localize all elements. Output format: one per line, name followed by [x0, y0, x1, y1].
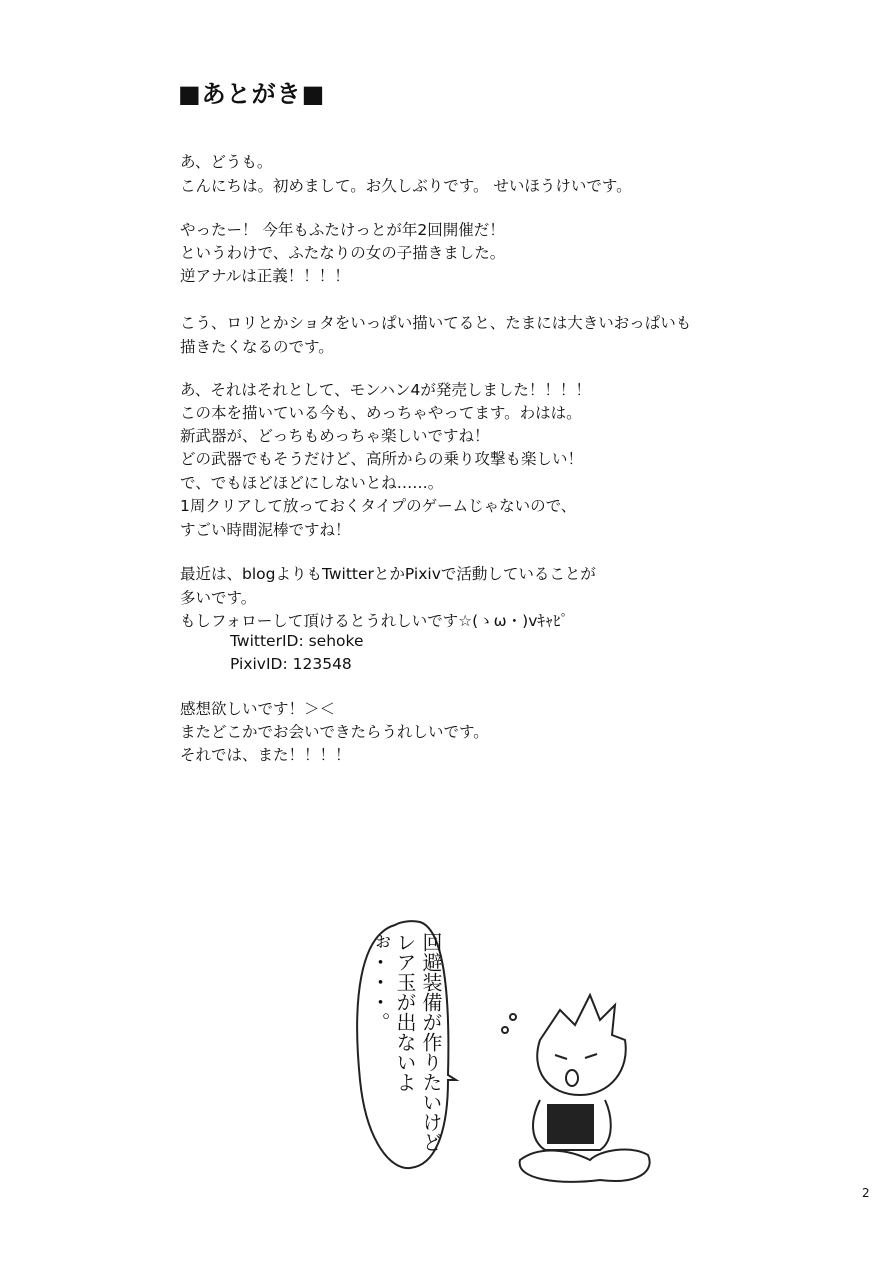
text-line: というわけで、ふたなりの女の子描きました。 — [180, 244, 506, 262]
text-line: こう、ロリとかショタをいっぱい描いてると、たまには大きいおっぱいも — [180, 314, 692, 332]
text-line: またどこかでお会いできたらうれしいです。 — [180, 723, 489, 741]
text-line: すごい時間泥棒ですね！ — [180, 521, 351, 539]
text-line: やったー！ 今年もふたけっとが年2回開催だ！ — [180, 221, 505, 239]
text-line: それでは、また！！！！ — [180, 746, 351, 764]
text-line: あ、それはそれとして、モンハン4が発売しました！！！！ — [180, 381, 591, 399]
afterword-title: ■あとがき■ — [178, 80, 326, 108]
text-line: こんにちは。初めまして。お久しぶりです。 せいほうけいです。 — [180, 177, 632, 195]
text-line: どの武器でもそうだけど、高所からの乗り攻撃も楽しい！ — [180, 450, 584, 468]
text-line: あ、どうも。 — [180, 153, 273, 171]
text-line: で、でもほどほどにしないとね……。 — [180, 474, 444, 492]
text-line: もしフォローして頂けるとうれしいです☆(ゝω・)vｷｬﾋﾟ — [180, 612, 569, 630]
chibi-character — [502, 995, 650, 1182]
text-line: 1周クリアして放っておくタイプのゲームじゃないので、 — [180, 497, 577, 515]
text-line: TwitterID: sehoke — [230, 632, 364, 650]
speech-bubble-text — [366, 932, 444, 1162]
text-line: 感想欲しいです！＞＜ — [180, 700, 336, 718]
text-line: PixivID: 123548 — [230, 655, 352, 673]
text-line: 描きたくなるのです。 — [180, 338, 334, 356]
text-line: 新武器が、どっちもめっちゃ楽しいですね！ — [180, 427, 490, 445]
bubble-line: 回避装備が作りたいけど — [419, 932, 443, 1152]
text-line: 逆アナルは正義！！！！ — [180, 267, 350, 285]
bubble-line: レア玉が出ないよぉ・・・。 — [367, 932, 417, 1092]
text-line: 多いです。 — [180, 589, 257, 607]
text-line: この本を描いている今も、めっちゃやってます。わはは。 — [180, 404, 582, 422]
page-number: 2 — [862, 1186, 870, 1200]
text-line: 最近は、blogよりもTwitterとかPixivで活動していることが — [180, 565, 596, 583]
